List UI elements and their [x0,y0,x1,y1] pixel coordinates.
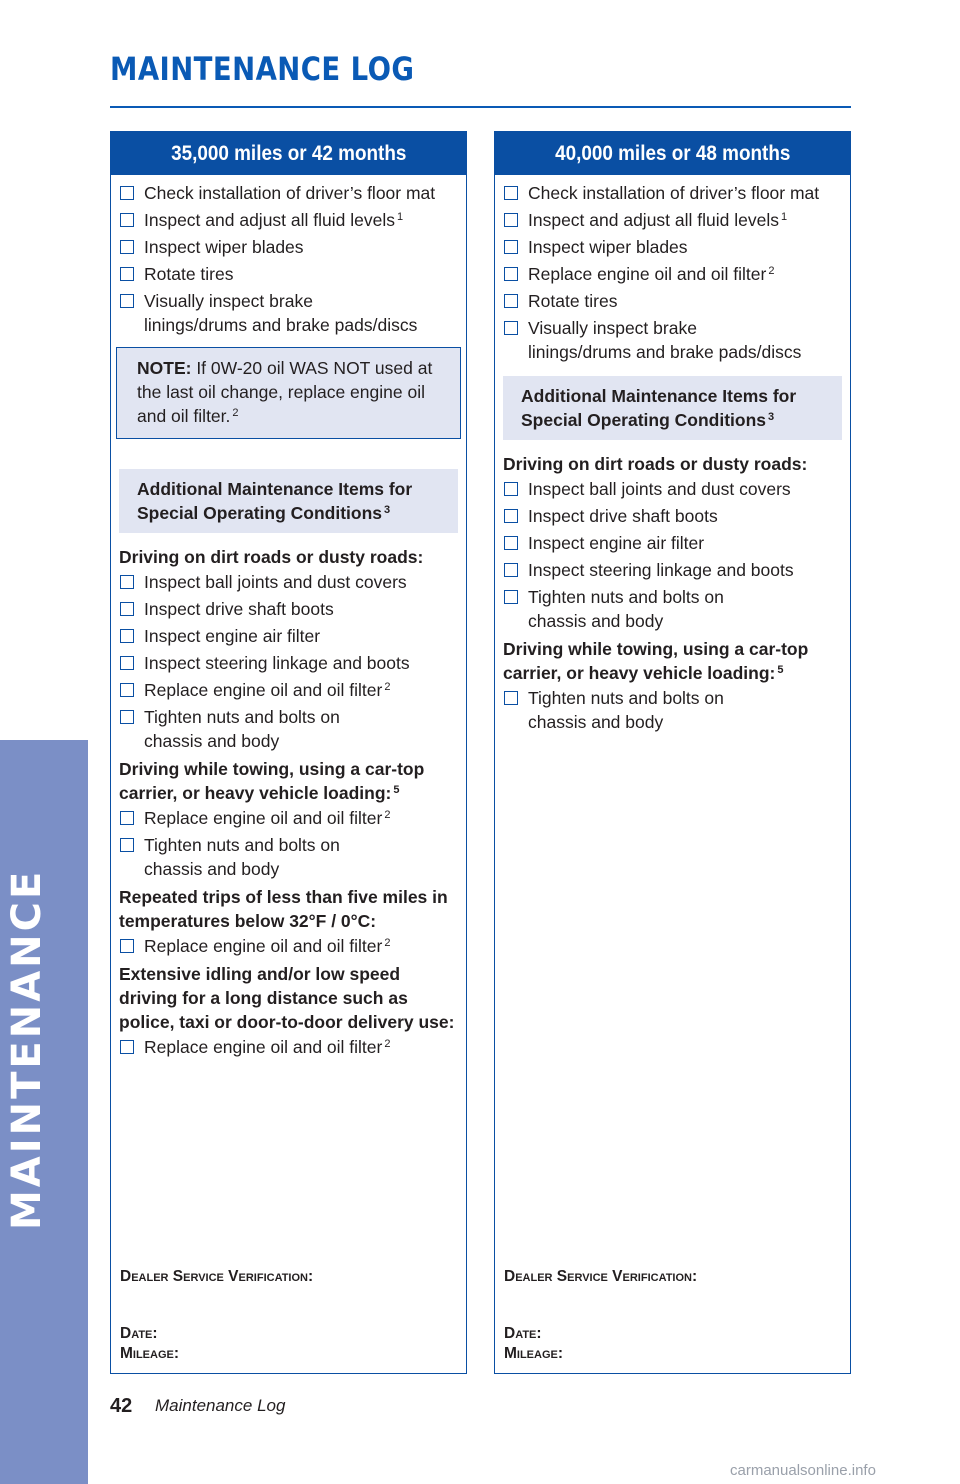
checklist-item: Inspect wiper blades [119,235,458,259]
checkbox[interactable] [504,186,518,200]
checkbox[interactable] [120,656,134,670]
interval-35000-column [110,131,467,1374]
checklist-item: Tighten nuts and bolts on chassis and body [503,686,842,734]
checklist-item: Inspect and adjust all fluid levels $^1$ [503,208,842,232]
condition-heading: Extensive idling and/or low speed driving for a long distance such as police, taxi or door-to-door delivery use: [119,964,455,1032]
note-text: If 0W-20 oil WAS NOT used at the last oil change, replace engine oil and oil filter. [137,358,433,426]
column-header: 35,000 miles or 42 months [111,132,466,175]
interval-40000-column [494,131,851,1374]
condition-heading: Repeated trips of less than five miles in temperatures below 32°F / 0°C: [119,887,448,931]
checkbox[interactable] [504,536,518,550]
page-number: 42 [110,1395,133,1417]
checkbox[interactable] [120,575,134,589]
checklist-item: Check installation of driver’s floor mat [119,181,458,205]
additional-items-box: Additional Maintenance Items for Special Operating Conditions $^3$ [503,376,842,440]
checkbox[interactable] [504,482,518,496]
watermark: carmanualsonline.info [730,1462,876,1479]
column-header: 40,000 miles or 48 months [495,132,850,175]
checkbox[interactable] [120,602,134,616]
checkbox[interactable] [504,509,518,523]
checkbox[interactable] [504,213,518,227]
checklist-item: Check installation of driver’s floor mat [503,181,842,205]
checklist-item: Inspect drive shaft boots [503,504,842,528]
date-label: Date: [504,1325,542,1342]
condition-heading: Driving on dirt roads or dusty roads: [119,547,424,567]
checklist-item: Inspect steering linkage and boots [503,558,842,582]
dealer-verification-label: Dealer Service Verification: [504,1268,698,1285]
checkbox[interactable] [504,267,518,281]
checklist-item: Inspect engine air filter [503,531,842,555]
checklist-item: Replace engine oil and oil filter $^2$ [119,806,458,830]
title-rule [110,106,851,108]
dealer-verification-label: Dealer Service Verification: [120,1268,314,1285]
checkbox[interactable] [120,213,134,227]
checklist-item: Replace engine oil and oil filter $^2$ [119,934,458,958]
checkbox[interactable] [120,1040,134,1054]
mileage-label: Mileage: [504,1345,564,1362]
checkbox[interactable] [504,240,518,254]
mileage-label: Mileage: [120,1345,180,1362]
checkbox[interactable] [120,710,134,724]
checklist-item: Replace engine oil and oil filter $^2$ [119,1035,458,1059]
checklist-item: Visually inspect brake linings/drums and brake pads/discs [119,289,458,337]
checklist-item: Rotate tires [119,262,458,286]
checklist-item: Inspect engine air filter [119,624,458,648]
checklist-item: Inspect steering linkage and boots [119,651,458,675]
checkbox[interactable] [120,811,134,825]
checklist-item: Inspect and adjust all fluid levels $^1$ [119,208,458,232]
checkbox[interactable] [120,939,134,953]
checkbox[interactable] [120,240,134,254]
side-tab-label [4,1150,50,1230]
checkbox[interactable] [120,683,134,697]
condition-heading: Driving on dirt roads or dusty roads: [503,454,808,474]
checkbox[interactable] [504,321,518,335]
checkbox[interactable] [504,294,518,308]
condition-heading: Driving while towing, using a car-top carrier, or heavy vehicle loading: $^5$ [119,759,425,803]
page-title: MAINTENANCE LOG [110,50,415,88]
checklist-item: Inspect ball joints and dust covers [119,570,458,594]
checkbox[interactable] [120,838,134,852]
checkbox[interactable] [504,590,518,604]
checkbox[interactable] [120,186,134,200]
checklist-item: Tighten nuts and bolts on chassis and body [119,833,458,881]
note-label: NOTE: [137,358,192,378]
checklist-item: Inspect wiper blades [503,235,842,259]
date-label: Date: [120,1325,158,1342]
checkbox[interactable] [120,294,134,308]
checklist-item: Inspect ball joints and dust covers [503,477,842,501]
checklist-item: Replace engine oil and oil filter $^2$ [119,678,458,702]
checklist-item: Inspect drive shaft boots [119,597,458,621]
checklist-item: Visually inspect brake linings/drums and brake pads/discs [503,316,842,364]
checkbox[interactable] [504,563,518,577]
checklist-item: Rotate tires [503,289,842,313]
footer-section-label: Maintenance Log [155,1396,286,1415]
checkbox[interactable] [120,267,134,281]
checkbox[interactable] [504,691,518,705]
condition-heading: Driving while towing, using a car-top carrier, or heavy vehicle loading: $^5$ [503,639,809,683]
checklist-item: Replace engine oil and oil filter $^2$ [503,262,842,286]
note-box: NOTE: If 0W-20 oil WAS NOT used at the last oil change, replace engine oil and oil filter. $^2$ [116,347,461,439]
checkbox[interactable] [120,629,134,643]
checklist-item: Tighten nuts and bolts on chassis and body [503,585,842,633]
additional-items-box: Additional Maintenance Items for Special Operating Conditions $^3$ [119,469,458,533]
checklist-item: Tighten nuts and bolts on chassis and body [119,705,458,753]
